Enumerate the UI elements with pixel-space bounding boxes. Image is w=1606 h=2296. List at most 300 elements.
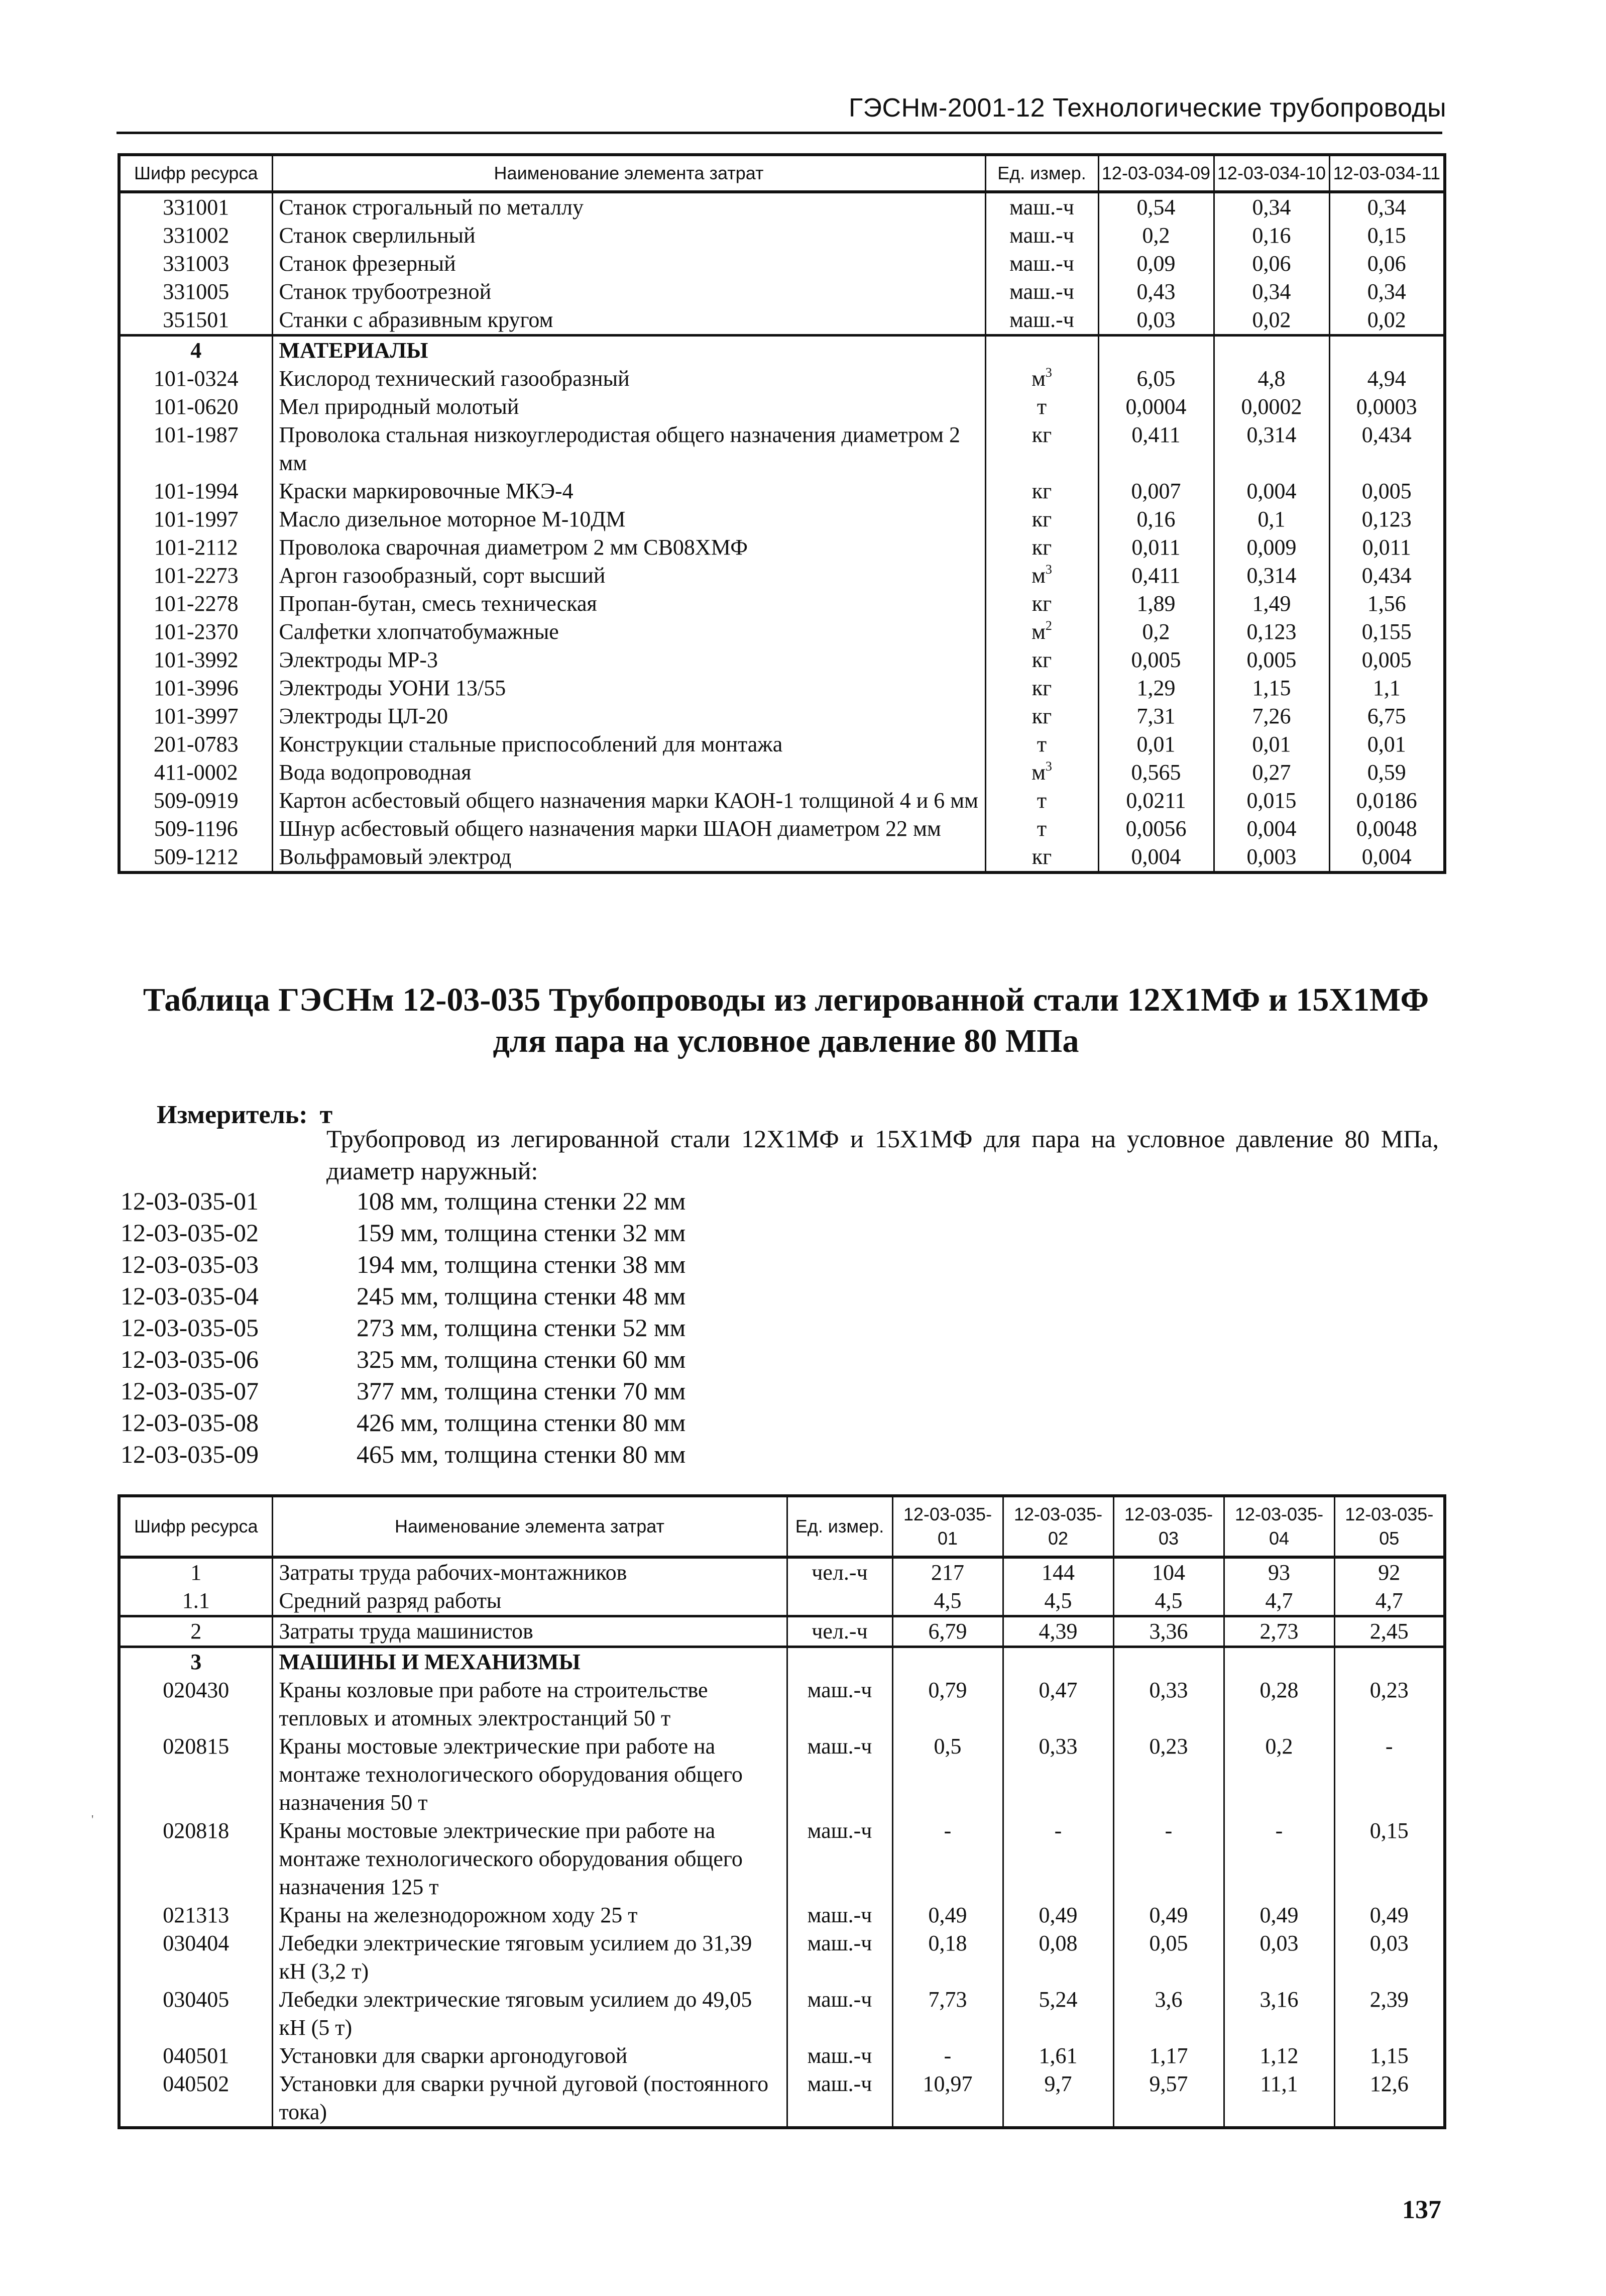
- table-row: [119, 1817, 1445, 1901]
- value-cell: [1003, 1647, 1113, 1677]
- variant-code: 12-03-035-05: [121, 1314, 259, 1342]
- resource-name: Краны козловые при работе на строительстве тепловых и атомных электростанций 50 т: [272, 1676, 787, 1732]
- variant-code: 12-03-035-06: [121, 1345, 259, 1373]
- unit-text: кг: [1031, 676, 1052, 700]
- resource-name: Станок фрезерный: [272, 250, 985, 278]
- unit-cell: [985, 730, 1098, 758]
- resource-name: Лебедки электрические тяговым усилием до 31,39 кН (3,2 т): [272, 1929, 787, 1986]
- variant-item: [121, 1407, 685, 1439]
- value-cell: 1,29: [1098, 674, 1214, 702]
- unit-text: маш.-ч: [807, 1678, 872, 1702]
- resource-code: 509-0919: [119, 787, 272, 815]
- unit-text: маш.-ч: [1009, 195, 1074, 220]
- resource-name: Аргон газообразный, сорт высший: [272, 562, 985, 590]
- section-row: [119, 336, 1445, 365]
- value-cell: 1,12: [1224, 2042, 1334, 2070]
- unit-text: кг: [1031, 479, 1052, 503]
- resource-name: Картон асбестовый общего назначения марки КАОН-1 толщиной 4 и 6 мм: [272, 787, 985, 815]
- value-cell: 4,8: [1214, 365, 1329, 393]
- variant-item: [121, 1185, 685, 1217]
- value-cell: 0,005: [1329, 477, 1445, 505]
- unit-text: маш.-ч: [807, 1987, 872, 2012]
- value-cell: 0,011: [1329, 533, 1445, 562]
- value-cell: 0,0002: [1214, 393, 1329, 421]
- resource-code: 101-2273: [119, 562, 272, 590]
- table-row: [119, 192, 1445, 222]
- resource-name: Станок трубоотрезной: [272, 278, 985, 306]
- value-cell: 1,49: [1214, 590, 1329, 618]
- header-column: 12-03-034-09: [1098, 155, 1214, 192]
- resource-code: 1.1: [119, 1587, 272, 1616]
- variant-code: 12-03-035-08: [121, 1408, 259, 1437]
- unit-text: чел.-ч: [812, 1619, 868, 1644]
- unit-text: м: [1031, 760, 1046, 785]
- unit-text: т: [1037, 816, 1047, 841]
- table-row: [119, 1986, 1445, 2042]
- variant-text: 273 мм, толщина стенки 52 мм: [357, 1314, 686, 1342]
- resource-code: 101-2278: [119, 590, 272, 618]
- table-row: [119, 1732, 1445, 1817]
- value-cell: 0,09: [1098, 250, 1214, 278]
- resource-code: 351501: [119, 306, 272, 336]
- resource-name: Электроды МР-3: [272, 646, 985, 674]
- value-cell: 7,26: [1214, 702, 1329, 730]
- unit-exponent: 3: [1045, 759, 1052, 774]
- value-cell: 4,39: [1003, 1616, 1113, 1647]
- unit-cell: [985, 393, 1098, 421]
- unit-cell: [787, 1817, 892, 1901]
- resource-name: Электроды УОНИ 13/55: [272, 674, 985, 702]
- resource-code: 331005: [119, 278, 272, 306]
- header-unit: Ед. измер.: [787, 1496, 892, 1557]
- value-cell: 0,0056: [1098, 815, 1214, 843]
- unit-cell: [787, 1986, 892, 2042]
- value-cell: 0,54: [1098, 192, 1214, 222]
- table-row: [119, 250, 1445, 278]
- unit-text: маш.-ч: [1009, 279, 1074, 304]
- table-row: [119, 1929, 1445, 1986]
- variant-list: [121, 1185, 685, 1470]
- value-cell: 7,31: [1098, 702, 1214, 730]
- value-cell: 6,79: [892, 1616, 1003, 1647]
- header-name: Наименование элемента затрат: [272, 155, 985, 192]
- resource-code: 101-1997: [119, 505, 272, 533]
- variant-code: 12-03-035-07: [121, 1377, 259, 1405]
- value-cell: 9,57: [1113, 2070, 1224, 2128]
- table-row: [119, 477, 1445, 505]
- value-cell: 0,01: [1098, 730, 1214, 758]
- table-title-line1: Таблица ГЭСНм 12-03-035 Трубопроводы из легированной стали 12Х1МФ и 15Х1МФ: [143, 981, 1429, 1018]
- value-cell: 1,56: [1329, 590, 1445, 618]
- table-row: [119, 278, 1445, 306]
- unit-cell: [787, 2070, 892, 2128]
- value-cell: -: [1334, 1732, 1445, 1817]
- resource-name: Затраты труда рабочих-монтажников: [272, 1557, 787, 1587]
- value-cell: 0,49: [1224, 1901, 1334, 1929]
- value-cell: 0,34: [1329, 192, 1445, 222]
- value-cell: 3,36: [1113, 1616, 1224, 1647]
- header-column: 12-03-034-11: [1329, 155, 1445, 192]
- resource-name: Вода водопроводная: [272, 758, 985, 787]
- value-cell: 4,94: [1329, 365, 1445, 393]
- variant-text: 108 мм, толщина стенки 22 мм: [357, 1187, 686, 1215]
- unit-text: маш.-ч: [1009, 307, 1074, 332]
- value-cell: 0,565: [1098, 758, 1214, 787]
- resource-code: 101-0324: [119, 365, 272, 393]
- resource-name: Кислород технический газообразный: [272, 365, 985, 393]
- unit-text: маш.-ч: [807, 1818, 872, 1843]
- value-cell: 0,411: [1098, 421, 1214, 477]
- resource-name: Электроды ЦЛ-20: [272, 702, 985, 730]
- unit-cell: [985, 477, 1098, 505]
- unit-text: кг: [1031, 647, 1052, 672]
- unit-cell: [985, 192, 1098, 222]
- value-cell: 0,27: [1214, 758, 1329, 787]
- unit-text: чел.-ч: [812, 1560, 868, 1585]
- unit-cell: [985, 278, 1098, 306]
- value-cell: 0,01: [1214, 730, 1329, 758]
- value-cell: 0,23: [1334, 1676, 1445, 1732]
- resource-name: Краны на железнодорожном ходу 25 т: [272, 1901, 787, 1929]
- variant-code: 12-03-035-02: [121, 1219, 259, 1247]
- value-cell: 104: [1113, 1557, 1224, 1587]
- resource-code: 331001: [119, 192, 272, 222]
- unit-text: т: [1037, 788, 1047, 813]
- variant-text: 325 мм, толщина стенки 60 мм: [357, 1345, 686, 1373]
- unit-cell: [985, 336, 1098, 365]
- unit-cell: [985, 505, 1098, 533]
- table-description: Трубопровод из легированной стали 12Х1МФ и 15Х1МФ для пара на условное давление 80 МПа, диаметр наружный:: [326, 1125, 1439, 1185]
- value-cell: 0,0211: [1098, 787, 1214, 815]
- variant-item: [121, 1375, 685, 1407]
- running-header: ГЭСНм-2001-12 Технологические трубопроводы: [849, 93, 1447, 123]
- unit-cell: [985, 758, 1098, 787]
- value-cell: 0,06: [1329, 250, 1445, 278]
- value-cell: 0,79: [892, 1676, 1003, 1732]
- resource-name: Шнур асбестовый общего назначения марки ШАОН диаметром 22 мм: [272, 815, 985, 843]
- value-cell: 11,1: [1224, 2070, 1334, 2128]
- value-cell: 0,33: [1003, 1732, 1113, 1817]
- value-cell: -: [1224, 1817, 1334, 1901]
- variant-code: 12-03-035-09: [121, 1440, 259, 1468]
- variant-text: 245 мм, толщина стенки 48 мм: [357, 1282, 686, 1310]
- header-column: 12-03-035-03: [1113, 1496, 1224, 1557]
- table-row: [119, 1616, 1445, 1647]
- unit-text: кг: [1031, 507, 1052, 531]
- value-cell: 4,7: [1334, 1587, 1445, 1616]
- value-cell: 0,23: [1113, 1732, 1224, 1817]
- value-cell: 0,02: [1214, 306, 1329, 336]
- table-title-line2: для пара на условное давление 80 МПа: [493, 1023, 1079, 1059]
- unit-text: маш.-ч: [807, 1903, 872, 1927]
- table-row: [119, 533, 1445, 562]
- value-cell: [1334, 1647, 1445, 1677]
- value-cell: 0,155: [1329, 618, 1445, 646]
- value-cell: 0,08: [1003, 1929, 1113, 1986]
- variant-item: [121, 1439, 685, 1470]
- value-cell: 2,39: [1334, 1986, 1445, 2042]
- value-cell: 0,49: [1113, 1901, 1224, 1929]
- value-cell: [1098, 336, 1214, 365]
- resource-name: Краны мостовые электрические при работе на монтаже технологического оборудования общего назначения 125 т: [272, 1817, 787, 1901]
- table-row: [119, 758, 1445, 787]
- value-cell: 0,004: [1098, 843, 1214, 872]
- section-row: [119, 1647, 1445, 1677]
- value-cell: [1329, 336, 1445, 365]
- unit-text: м: [1031, 366, 1046, 391]
- value-cell: [892, 1647, 1003, 1677]
- value-cell: 0,2: [1098, 222, 1214, 250]
- value-cell: 5,24: [1003, 1986, 1113, 2042]
- value-cell: 0,0048: [1329, 815, 1445, 843]
- value-cell: 0,49: [892, 1901, 1003, 1929]
- resource-code: 101-2112: [119, 533, 272, 562]
- value-cell: 0,2: [1098, 618, 1214, 646]
- header-unit: Ед. измер.: [985, 155, 1098, 192]
- unit-text: маш.-ч: [807, 2071, 872, 2096]
- resource-name: Затраты труда машинистов: [272, 1616, 787, 1647]
- unit-cell: [787, 1901, 892, 1929]
- table-row: [119, 562, 1445, 590]
- value-cell: 7,73: [892, 1986, 1003, 2042]
- variant-text: 377 мм, толщина стенки 70 мм: [357, 1377, 686, 1405]
- unit-cell: [985, 222, 1098, 250]
- value-cell: 0,34: [1214, 278, 1329, 306]
- resource-name: Мел природный молотый: [272, 393, 985, 421]
- variant-item: [121, 1312, 685, 1344]
- value-cell: [1224, 1647, 1334, 1677]
- table-row: [119, 702, 1445, 730]
- value-cell: 0,5: [892, 1732, 1003, 1817]
- resource-name: Проволока стальная низкоуглеродистая общего назначения диаметром 2 мм: [272, 421, 985, 477]
- unit-cell: [787, 1647, 892, 1677]
- value-cell: 217: [892, 1557, 1003, 1587]
- value-cell: 0,004: [1329, 843, 1445, 872]
- unit-text: м: [1031, 563, 1046, 588]
- resource-name: Краски маркировочные МКЭ-4: [272, 477, 985, 505]
- table-row: [119, 306, 1445, 336]
- unit-text: маш.-ч: [1009, 223, 1074, 248]
- resource-code: 030405: [119, 1986, 272, 2042]
- value-cell: 93: [1224, 1557, 1334, 1587]
- unit-cell: [985, 562, 1098, 590]
- table-row: [119, 674, 1445, 702]
- table-row: [119, 730, 1445, 758]
- value-cell: -: [892, 2042, 1003, 2070]
- value-cell: 9,7: [1003, 2070, 1113, 2128]
- unit-cell: [787, 1676, 892, 1732]
- variant-item: [121, 1217, 685, 1249]
- unit-cell: [985, 646, 1098, 674]
- resource-code: 101-3996: [119, 674, 272, 702]
- value-cell: 0,49: [1334, 1901, 1445, 1929]
- variant-item: [121, 1280, 685, 1312]
- unit-text: кг: [1031, 591, 1052, 616]
- resource-code: 020430: [119, 1676, 272, 1732]
- value-cell: 0,47: [1003, 1676, 1113, 1732]
- unit-text: маш.-ч: [1009, 251, 1074, 276]
- value-cell: 0,33: [1113, 1676, 1224, 1732]
- unit-exponent: 2: [1045, 618, 1052, 633]
- resource-name: Лебедки электрические тяговым усилием до 49,05 кН (5 т): [272, 1986, 787, 2042]
- resource-code: 101-0620: [119, 393, 272, 421]
- table-header-row: [119, 1496, 1445, 1557]
- unit-cell: [985, 365, 1098, 393]
- value-cell: 0,43: [1098, 278, 1214, 306]
- unit-text: т: [1037, 394, 1047, 419]
- value-cell: 0,03: [1224, 1929, 1334, 1986]
- unit-cell: [985, 590, 1098, 618]
- variant-code: 12-03-035-01: [121, 1187, 259, 1215]
- variant-text: 426 мм, толщина стенки 80 мм: [357, 1408, 686, 1437]
- unit-cell: [985, 618, 1098, 646]
- scan-artifact: ': [91, 1813, 94, 1826]
- resource-name: Вольфрамовый электрод: [272, 843, 985, 872]
- value-cell: 0,28: [1224, 1676, 1334, 1732]
- value-cell: [1214, 336, 1329, 365]
- table-row: [119, 843, 1445, 872]
- unit-cell: [985, 674, 1098, 702]
- resource-code: 509-1196: [119, 815, 272, 843]
- value-cell: 0,123: [1329, 505, 1445, 533]
- value-cell: 4,5: [892, 1587, 1003, 1616]
- page-number: 137: [1402, 2196, 1441, 2224]
- value-cell: 2,45: [1334, 1616, 1445, 1647]
- resource-code: 1: [119, 1557, 272, 1587]
- table-row: [119, 2070, 1445, 2128]
- resource-name: Салфетки хлопчатобумажные: [272, 618, 985, 646]
- value-cell: [1113, 1647, 1224, 1677]
- table-row: [119, 646, 1445, 674]
- table-row: [119, 1587, 1445, 1616]
- resource-name: Станки с абразивным кругом: [272, 306, 985, 336]
- table-row: [119, 815, 1445, 843]
- table-row: [119, 2042, 1445, 2070]
- value-cell: 0,1: [1214, 505, 1329, 533]
- resource-code: 101-3992: [119, 646, 272, 674]
- value-cell: 0,015: [1214, 787, 1329, 815]
- unit-cell: [985, 843, 1098, 872]
- value-cell: 1,1: [1329, 674, 1445, 702]
- resource-code: 101-2370: [119, 618, 272, 646]
- resource-name: Масло дизельное моторное М-10ДМ: [272, 505, 985, 533]
- header-column: 12-03-034-10: [1214, 155, 1329, 192]
- value-cell: 0,0186: [1329, 787, 1445, 815]
- unit-text: кг: [1031, 535, 1052, 560]
- resource-code: 040501: [119, 2042, 272, 2070]
- unit-text: кг: [1031, 704, 1052, 728]
- resource-code: 3: [119, 1647, 272, 1677]
- resource-code: 101-3997: [119, 702, 272, 730]
- value-cell: 0,123: [1214, 618, 1329, 646]
- header-column: 12-03-035-02: [1003, 1496, 1113, 1557]
- table-row: [119, 787, 1445, 815]
- measure-label: Измеритель:: [157, 1101, 308, 1129]
- value-cell: 0,0003: [1329, 393, 1445, 421]
- resource-name: Пропан-бутан, смесь техническая: [272, 590, 985, 618]
- resource-code: 2: [119, 1616, 272, 1647]
- table-row: [119, 222, 1445, 250]
- variant-item: [121, 1344, 685, 1375]
- value-cell: 1,89: [1098, 590, 1214, 618]
- resource-name: Краны мостовые электрические при работе на монтаже технологического оборудования общего назначения 50 т: [272, 1732, 787, 1817]
- header-column: 12-03-035-05: [1334, 1496, 1445, 1557]
- unit-text: маш.-ч: [807, 1931, 872, 1955]
- header-code: Шифр ресурса: [119, 1496, 272, 1557]
- value-cell: 1,61: [1003, 2042, 1113, 2070]
- value-cell: 1,17: [1113, 2042, 1224, 2070]
- resource-name: Конструкции стальные приспособлений для монтажа: [272, 730, 985, 758]
- value-cell: 0,005: [1214, 646, 1329, 674]
- value-cell: 0,004: [1214, 477, 1329, 505]
- resource-name: МАТЕРИАЛЫ: [272, 336, 985, 365]
- header-column: 12-03-035-01: [892, 1496, 1003, 1557]
- value-cell: 0,16: [1098, 505, 1214, 533]
- value-cell: 3,6: [1113, 1986, 1224, 2042]
- table-header-row: [119, 155, 1445, 192]
- unit-text: маш.-ч: [807, 2043, 872, 2068]
- value-cell: 0,005: [1329, 646, 1445, 674]
- value-cell: 0,06: [1214, 250, 1329, 278]
- variant-text: 159 мм, толщина стенки 32 мм: [357, 1219, 686, 1247]
- measure-value: т: [319, 1101, 333, 1129]
- value-cell: 0,0004: [1098, 393, 1214, 421]
- header-code: Шифр ресурса: [119, 155, 272, 192]
- value-cell: 4,5: [1003, 1587, 1113, 1616]
- value-cell: 0,34: [1329, 278, 1445, 306]
- variant-text: 194 мм, толщина стенки 38 мм: [357, 1250, 686, 1278]
- unit-text: маш.-ч: [807, 1734, 872, 1759]
- value-cell: 0,011: [1098, 533, 1214, 562]
- unit-exponent: 3: [1045, 365, 1052, 380]
- resource-code: 509-1212: [119, 843, 272, 872]
- value-cell: 1,15: [1334, 2042, 1445, 2070]
- value-cell: 0,003: [1214, 843, 1329, 872]
- table-row: [119, 1557, 1445, 1587]
- value-cell: 0,314: [1214, 421, 1329, 477]
- value-cell: 0,16: [1214, 222, 1329, 250]
- unit-text: т: [1037, 732, 1047, 756]
- table-row: [119, 1901, 1445, 1929]
- value-cell: 6,05: [1098, 365, 1214, 393]
- table-body: [119, 192, 1445, 872]
- value-cell: 0,15: [1329, 222, 1445, 250]
- unit-text: кг: [1031, 844, 1052, 869]
- value-cell: 0,007: [1098, 477, 1214, 505]
- table-row: [119, 1676, 1445, 1732]
- unit-cell: [787, 1616, 892, 1647]
- value-cell: -: [1113, 1817, 1224, 1901]
- resource-name: Станок сверлильный: [272, 222, 985, 250]
- value-cell: 0,02: [1329, 306, 1445, 336]
- resource-code: 020815: [119, 1732, 272, 1817]
- value-cell: 6,75: [1329, 702, 1445, 730]
- unit-cell: [787, 1929, 892, 1986]
- value-cell: 0,411: [1098, 562, 1214, 590]
- resource-table-034: [118, 153, 1446, 874]
- table-row: [119, 393, 1445, 421]
- table-row: [119, 505, 1445, 533]
- table-body: [119, 1557, 1445, 2128]
- resource-code: 201-0783: [119, 730, 272, 758]
- value-cell: 0,005: [1098, 646, 1214, 674]
- unit-cell: [985, 815, 1098, 843]
- value-cell: 0,49: [1003, 1901, 1113, 1929]
- unit-text: кг: [1031, 422, 1052, 447]
- table-row: [119, 421, 1445, 477]
- unit-cell: [985, 306, 1098, 336]
- value-cell: 0,18: [892, 1929, 1003, 1986]
